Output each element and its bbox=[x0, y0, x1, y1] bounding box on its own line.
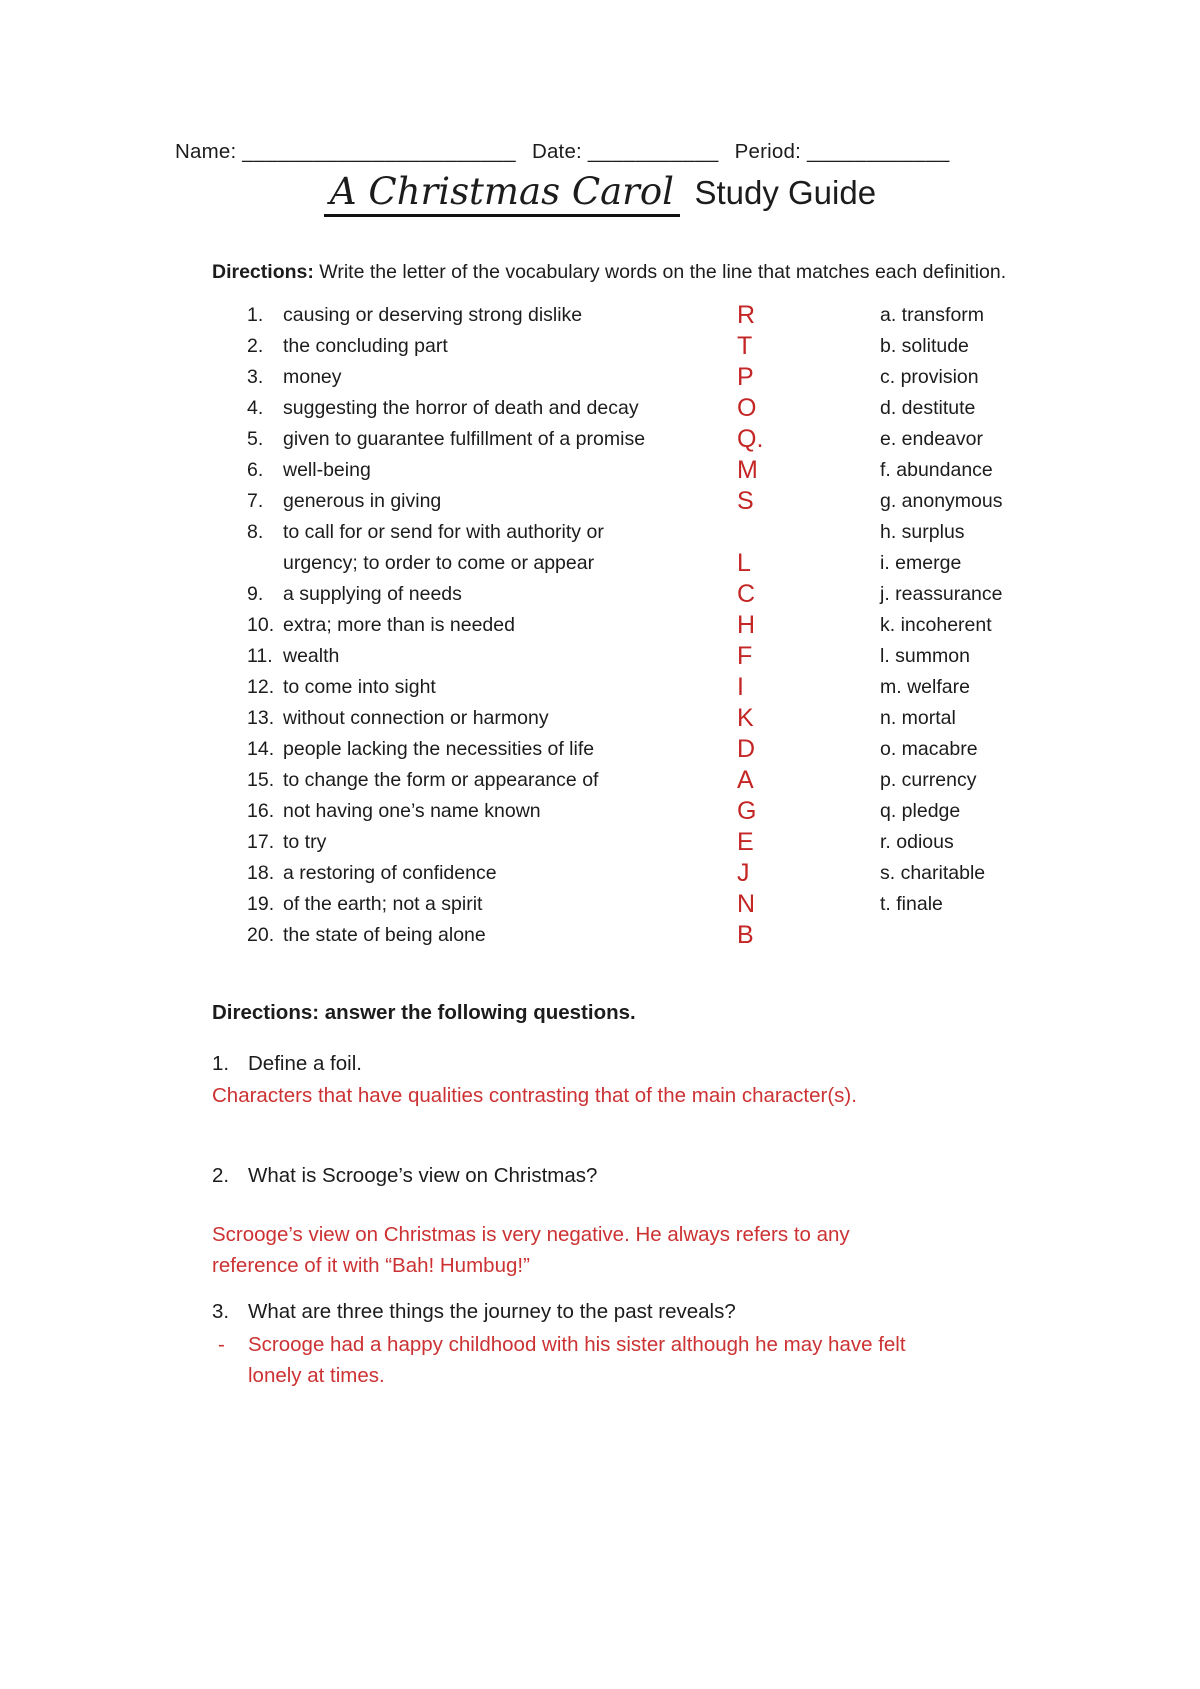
answer-letter: B bbox=[737, 921, 754, 949]
vocab-row bbox=[247, 579, 1200, 610]
period-label: Period: bbox=[734, 140, 802, 163]
definition-text: suggesting the horror of death and decay bbox=[283, 397, 639, 419]
answer-lines bbox=[212, 1219, 850, 1281]
vocab-row bbox=[247, 362, 1200, 393]
question-text: What are three things the journey to the past reveals? bbox=[248, 1300, 736, 1323]
vocab-word: n. mortal bbox=[880, 707, 956, 729]
vocab-row bbox=[247, 548, 1200, 579]
definition-text: not having one’s name known bbox=[283, 800, 541, 822]
vocab-word: j. reassurance bbox=[880, 583, 1003, 605]
vocab-word: t. finale bbox=[880, 893, 943, 915]
vocab-directions-label: Directions: bbox=[212, 261, 314, 283]
vocab-matching-list bbox=[247, 300, 1200, 951]
question-line bbox=[212, 1298, 1200, 1326]
definition-number: 15. bbox=[247, 769, 275, 791]
definition-text: the concluding part bbox=[283, 335, 448, 357]
definition-number: 19. bbox=[247, 893, 275, 915]
definition-number: 17. bbox=[247, 831, 275, 853]
vocab-word: g. anonymous bbox=[880, 490, 1003, 512]
header-fill-in-line bbox=[175, 140, 1200, 164]
question-number: 2. bbox=[212, 1164, 230, 1187]
answer-letter: E bbox=[737, 828, 754, 856]
title-suffix: Study Guide bbox=[694, 174, 877, 211]
title-book-name: A Christmas Carol bbox=[324, 170, 680, 217]
vocab-row bbox=[247, 610, 1200, 641]
definition-number: 20. bbox=[247, 924, 275, 946]
definition-text: a restoring of confidence bbox=[283, 862, 497, 884]
answer-letter: O bbox=[737, 394, 757, 422]
name-label: Name: bbox=[175, 140, 237, 163]
definition-number: 16. bbox=[247, 800, 275, 822]
definition-number: 1. bbox=[247, 304, 264, 326]
vocab-word: p. currency bbox=[880, 769, 977, 791]
definition-text: money bbox=[283, 366, 342, 388]
name-blank-line: _______________________ bbox=[242, 140, 517, 163]
answer-lines bbox=[248, 1329, 906, 1391]
answer-letter: A bbox=[737, 766, 754, 794]
answer-lines bbox=[212, 1080, 857, 1111]
definition-number: 9. bbox=[247, 583, 264, 605]
definition-text: well-being bbox=[283, 459, 371, 481]
answer-letter: D bbox=[737, 735, 756, 763]
question-line bbox=[212, 1162, 1200, 1190]
definition-number: 7. bbox=[247, 490, 264, 512]
answer-letter: F bbox=[737, 642, 753, 670]
definition-text: a supplying of needs bbox=[283, 583, 462, 605]
question-number: 3. bbox=[212, 1300, 230, 1323]
definition-text: to come into sight bbox=[283, 676, 436, 698]
definition-text: urgency; to order to come or appear bbox=[283, 552, 595, 574]
vocab-word: m. welfare bbox=[880, 676, 970, 698]
definition-number: 13. bbox=[247, 707, 275, 729]
vocab-word: f. abundance bbox=[880, 459, 993, 481]
definition-number: 8. bbox=[247, 521, 264, 543]
worksheet-page bbox=[0, 140, 1200, 1689]
question-block bbox=[212, 1162, 1200, 1281]
vocab-word: c. provision bbox=[880, 366, 979, 388]
definition-number: 4. bbox=[247, 397, 264, 419]
vocab-word: a. transform bbox=[880, 304, 985, 326]
vocab-directions bbox=[212, 259, 1010, 286]
page-title bbox=[0, 170, 1200, 213]
vocab-word: h. surplus bbox=[880, 521, 965, 543]
answer-letter: H bbox=[737, 611, 756, 639]
definition-text: to try bbox=[283, 831, 327, 853]
period-blank-line: ____________ bbox=[806, 140, 950, 163]
answer-letter: G bbox=[737, 797, 757, 825]
vocab-row bbox=[247, 889, 1200, 920]
answer-letter: S bbox=[737, 487, 754, 515]
answer-letter: M bbox=[737, 456, 758, 484]
definition-number: 5. bbox=[247, 428, 264, 450]
answer-line: Characters that have qualities contrasting that of the main character(s). bbox=[212, 1084, 857, 1107]
vocab-row bbox=[247, 331, 1200, 362]
vocab-word: l. summon bbox=[880, 645, 970, 667]
questions-list bbox=[0, 1050, 1200, 1391]
definition-text: to call for or send for with authority or bbox=[283, 521, 604, 543]
vocab-row bbox=[247, 300, 1200, 331]
vocab-row bbox=[247, 734, 1200, 765]
vocab-word: i. emerge bbox=[880, 552, 962, 574]
vocab-word: d. destitute bbox=[880, 397, 976, 419]
vocab-row bbox=[247, 672, 1200, 703]
vocab-word: q. pledge bbox=[880, 800, 961, 822]
answer-letter: C bbox=[737, 580, 756, 608]
answer-line: lonely at times. bbox=[248, 1364, 385, 1387]
vocab-row bbox=[247, 393, 1200, 424]
question-block bbox=[212, 1298, 1200, 1391]
answer-text bbox=[212, 1329, 1200, 1391]
vocab-row bbox=[247, 920, 1200, 951]
answer-letter: N bbox=[737, 890, 756, 918]
answer-letter: Q. bbox=[737, 425, 764, 453]
vocab-row bbox=[247, 486, 1200, 517]
definition-text: of the earth; not a spirit bbox=[283, 893, 483, 915]
definition-number: 14. bbox=[247, 738, 275, 760]
answer-letter: T bbox=[737, 332, 753, 360]
answer-line: Scrooge had a happy childhood with his sister although he may have felt bbox=[248, 1333, 906, 1356]
definition-text: to change the form or appearance of bbox=[283, 769, 599, 791]
answer-letter: R bbox=[737, 301, 756, 329]
vocab-word: e. endeavor bbox=[880, 428, 983, 450]
question-line bbox=[212, 1050, 1200, 1078]
answer-line: reference of it with “Bah! Humbug!” bbox=[212, 1254, 530, 1277]
definition-number: 18. bbox=[247, 862, 275, 884]
definition-text: extra; more than is needed bbox=[283, 614, 515, 636]
definition-number: 2. bbox=[247, 335, 264, 357]
vocab-word: o. macabre bbox=[880, 738, 978, 760]
definition-number: 11. bbox=[247, 645, 273, 667]
answer-letter: I bbox=[737, 673, 744, 701]
vocab-row bbox=[247, 796, 1200, 827]
vocab-word: k. incoherent bbox=[880, 614, 992, 636]
question-number: 1. bbox=[212, 1052, 230, 1075]
vocab-row bbox=[247, 703, 1200, 734]
question-text: What is Scrooge’s view on Christmas? bbox=[248, 1164, 598, 1187]
answer-letter: K bbox=[737, 704, 754, 732]
vocab-row bbox=[247, 455, 1200, 486]
vocab-word: r. odious bbox=[880, 831, 954, 853]
vocab-row bbox=[247, 424, 1200, 455]
date-label: Date: bbox=[531, 140, 582, 163]
definition-number: 3. bbox=[247, 366, 264, 388]
definition-number: 10. bbox=[247, 614, 275, 636]
definition-text: without connection or harmony bbox=[283, 707, 549, 729]
vocab-word: s. charitable bbox=[880, 862, 986, 884]
answer-letter: J bbox=[737, 859, 750, 887]
date-blank-line: ___________ bbox=[587, 140, 719, 163]
answer-letter: L bbox=[737, 549, 751, 577]
answer-letter: P bbox=[737, 363, 754, 391]
definition-text: the state of being alone bbox=[283, 924, 486, 946]
answer-line: Scrooge’s view on Christmas is very negative. He always refers to any bbox=[212, 1223, 850, 1246]
question-block bbox=[212, 1050, 1200, 1111]
vocab-word: b. solitude bbox=[880, 335, 969, 357]
definition-text: generous in giving bbox=[283, 490, 442, 512]
answer-text bbox=[212, 1080, 1200, 1111]
vocab-row bbox=[247, 765, 1200, 796]
answer-text bbox=[212, 1219, 1200, 1281]
answer-dash: - bbox=[218, 1333, 225, 1356]
definition-number: 6. bbox=[247, 459, 264, 481]
questions-directions: Directions: answer the following questions. bbox=[212, 1001, 636, 1024]
vocab-row bbox=[247, 641, 1200, 672]
definition-text: wealth bbox=[283, 645, 340, 667]
vocab-row bbox=[247, 858, 1200, 889]
definition-text: causing or deserving strong dislike bbox=[283, 304, 583, 326]
question-text: Define a foil. bbox=[248, 1052, 362, 1075]
vocab-row bbox=[247, 827, 1200, 858]
vocab-directions-text: Write the letter of the vocabulary words on the line that matches each definition. bbox=[313, 261, 1007, 283]
definition-text: people lacking the necessities of life bbox=[283, 738, 595, 760]
vocab-row bbox=[247, 517, 1200, 548]
definition-text: given to guarantee fulfillment of a promise bbox=[283, 428, 646, 450]
definition-number: 12. bbox=[247, 676, 275, 698]
